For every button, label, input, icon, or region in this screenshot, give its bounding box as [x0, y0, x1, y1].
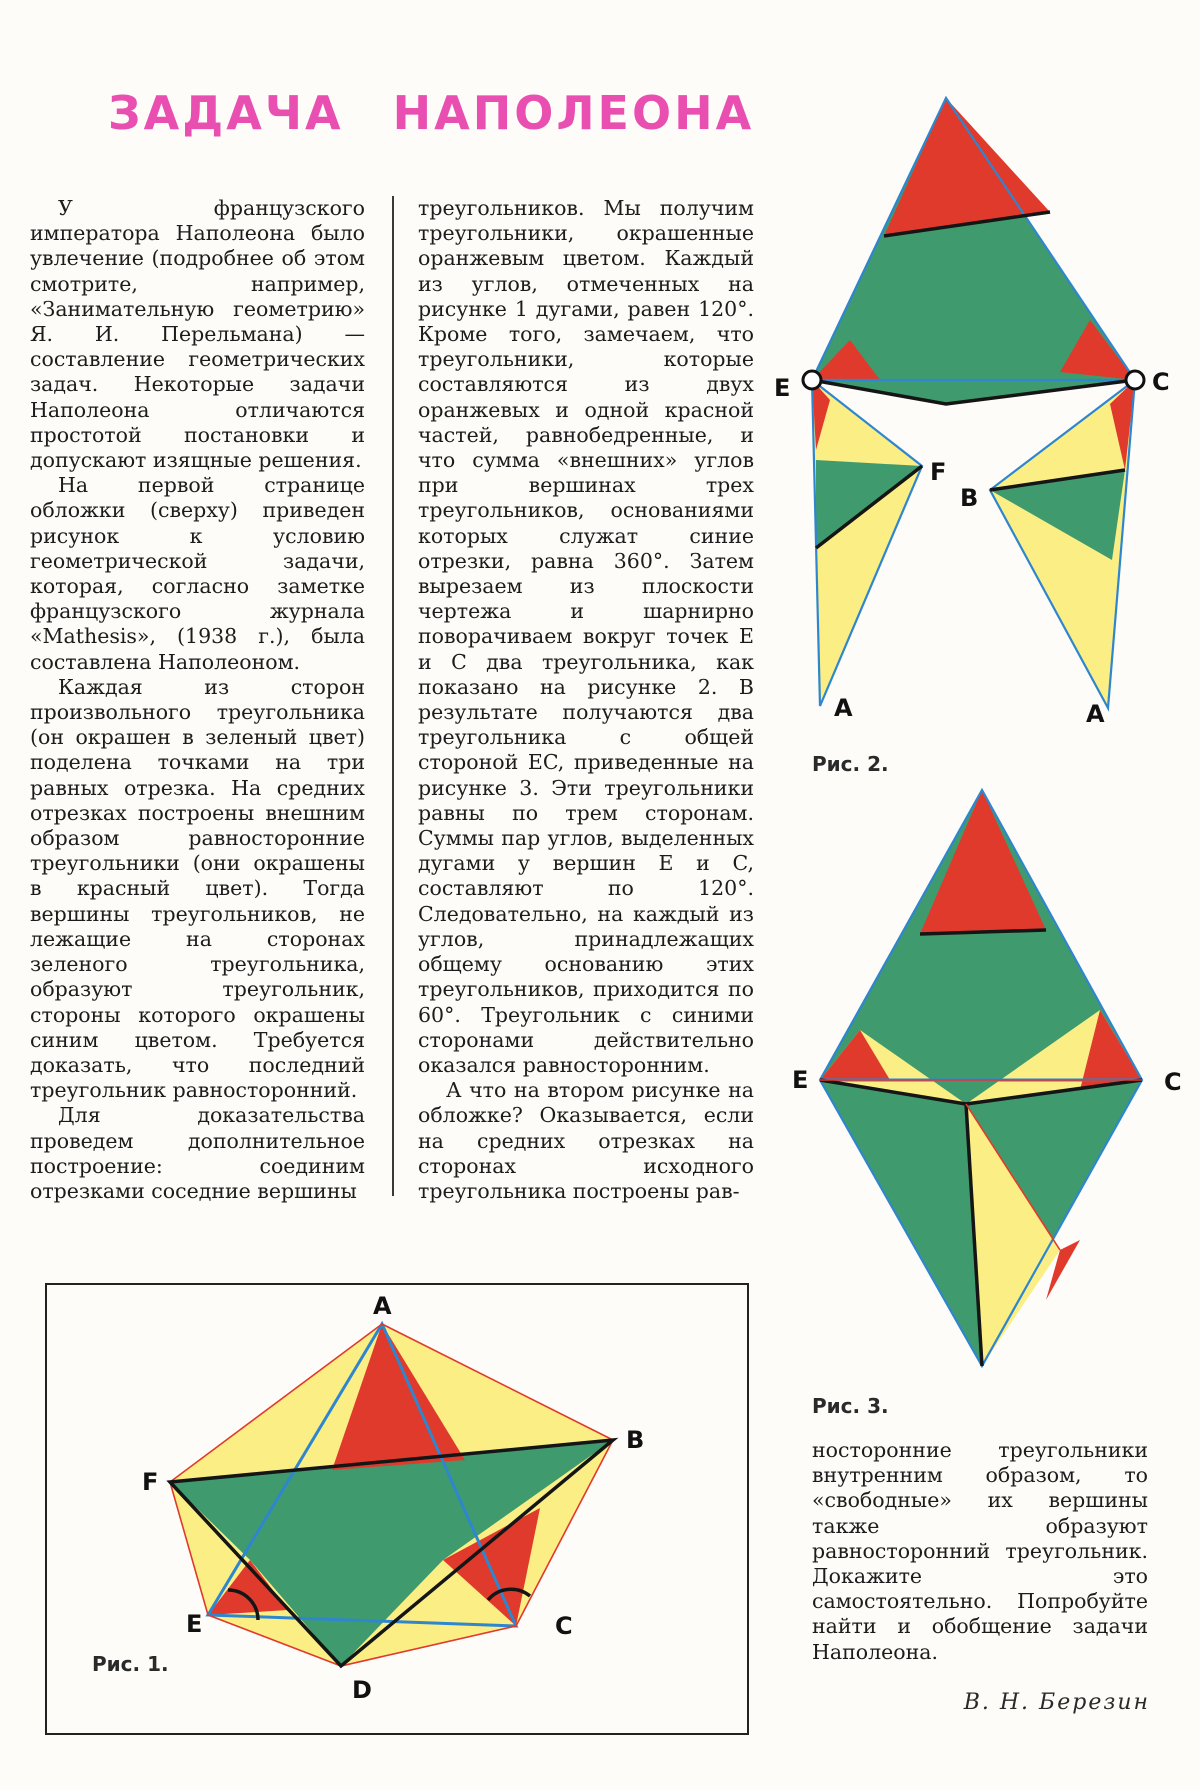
fig1-label-b: B: [626, 1426, 645, 1454]
fig2-label-b: B: [960, 484, 979, 512]
fig3-label-c: C: [1164, 1068, 1182, 1096]
fig1-label-f: F: [142, 1468, 159, 1496]
fig2-label-f: F: [930, 458, 947, 486]
fig3-red-top: [920, 790, 1046, 934]
fig2-label-e: E: [774, 374, 791, 402]
fig1-label-e: E: [186, 1610, 203, 1638]
figure-2-caption: Рис. 2.: [812, 752, 889, 776]
author-signature: В. Н. Березин: [963, 1690, 1150, 1715]
paragraph: Каждая из сторон произвольного треугольника (он окрашен в зеленый цвет) поделена точками на три равных отрезка. На средних отрезках построены внешним образом равносторонние треугольники (они окрашены в красный цвет). Тогда вершины треугольников, не лежащие на сторонах зеленого треугольника, образуют треугольник, стороны которого окрашены синим цветом. Требуется доказать, что последний треугольник равносторонний.: [30, 674, 365, 1103]
fig1-label-d: D: [352, 1676, 372, 1704]
fig1-label-a: A: [373, 1292, 392, 1320]
figure-1-caption: Рис. 1.: [92, 1652, 169, 1676]
paragraph: Для доказательства проведем дополнительное построение: соединим отрезками соседние вершины: [30, 1103, 365, 1203]
paragraph: носторонние треугольники внутренним образом, то «свободные» их вершины также образуют равносторонний треугольник. Докажите это самостоятельно. Попробуйте найти и обобщение задачи Наполеона.: [812, 1438, 1148, 1664]
fig2-label-a-left: A: [834, 694, 853, 722]
fig2-label-a-right: A: [1086, 700, 1105, 728]
paragraph: А что на втором рисунке на обложке? Оказывается, если на средних отрезках на сторонах исходного треугольника построены рав-: [418, 1078, 754, 1203]
fig1-label-c: C: [555, 1612, 573, 1640]
paragraph: На первой странице обложки (сверху) приведен рисунок к условию геометрической задачи, которая, согласно заметке французского журнала «Mathesis», (1938 г.), была составлена Наполеоном.: [30, 473, 365, 674]
paragraph: У французского императора Наполеона было увлечение (подробнее об этом смотрите, например, «Занимательную геометрию» Я. И. Перельмана) — составление геометрических задач. Некоторые задачи Наполеона отличаются простотой постановки и допускают изящные решения.: [30, 196, 365, 473]
article-title: ЗАДАЧА НАПОЛЕОНА: [108, 86, 755, 140]
fig2-label-c: C: [1152, 368, 1170, 396]
paragraph: треугольников. Мы получим треугольники, окрашенные оранжевым цветом. Каждый из углов, отмеченных на рисунке 1 дугами, равен 120°. Кроме того, замечаем, что треугольники, которые составляются из двух оранжевых и одной красной частей, равнобедренные, и что сумма «внешних» углов при вершинах трех треугольников, основаниями которых служат синие отрезки, равна 360°. Затем вырезаем из плоскости чертежа и шарнирно поворачиваем вокруг точек E и C два треугольника, как показано на рисунке 2. В результате получаются два треугольника с общей стороной EC, приведенные на рисунке 3. Эти треугольники равны по трем сторонам. Суммы пар углов, выделенных дугами у вершин E и C, составляют по 120°. Следовательно, на каждый из углов, принадлежащих общему основанию этих треугольников, приходится по 60°. Треугольник с синими сторонами действительно оказался равносторонним.: [418, 196, 754, 1077]
fig3-label-e: E: [792, 1066, 809, 1094]
figure-3-caption: Рис. 3.: [812, 1394, 889, 1418]
